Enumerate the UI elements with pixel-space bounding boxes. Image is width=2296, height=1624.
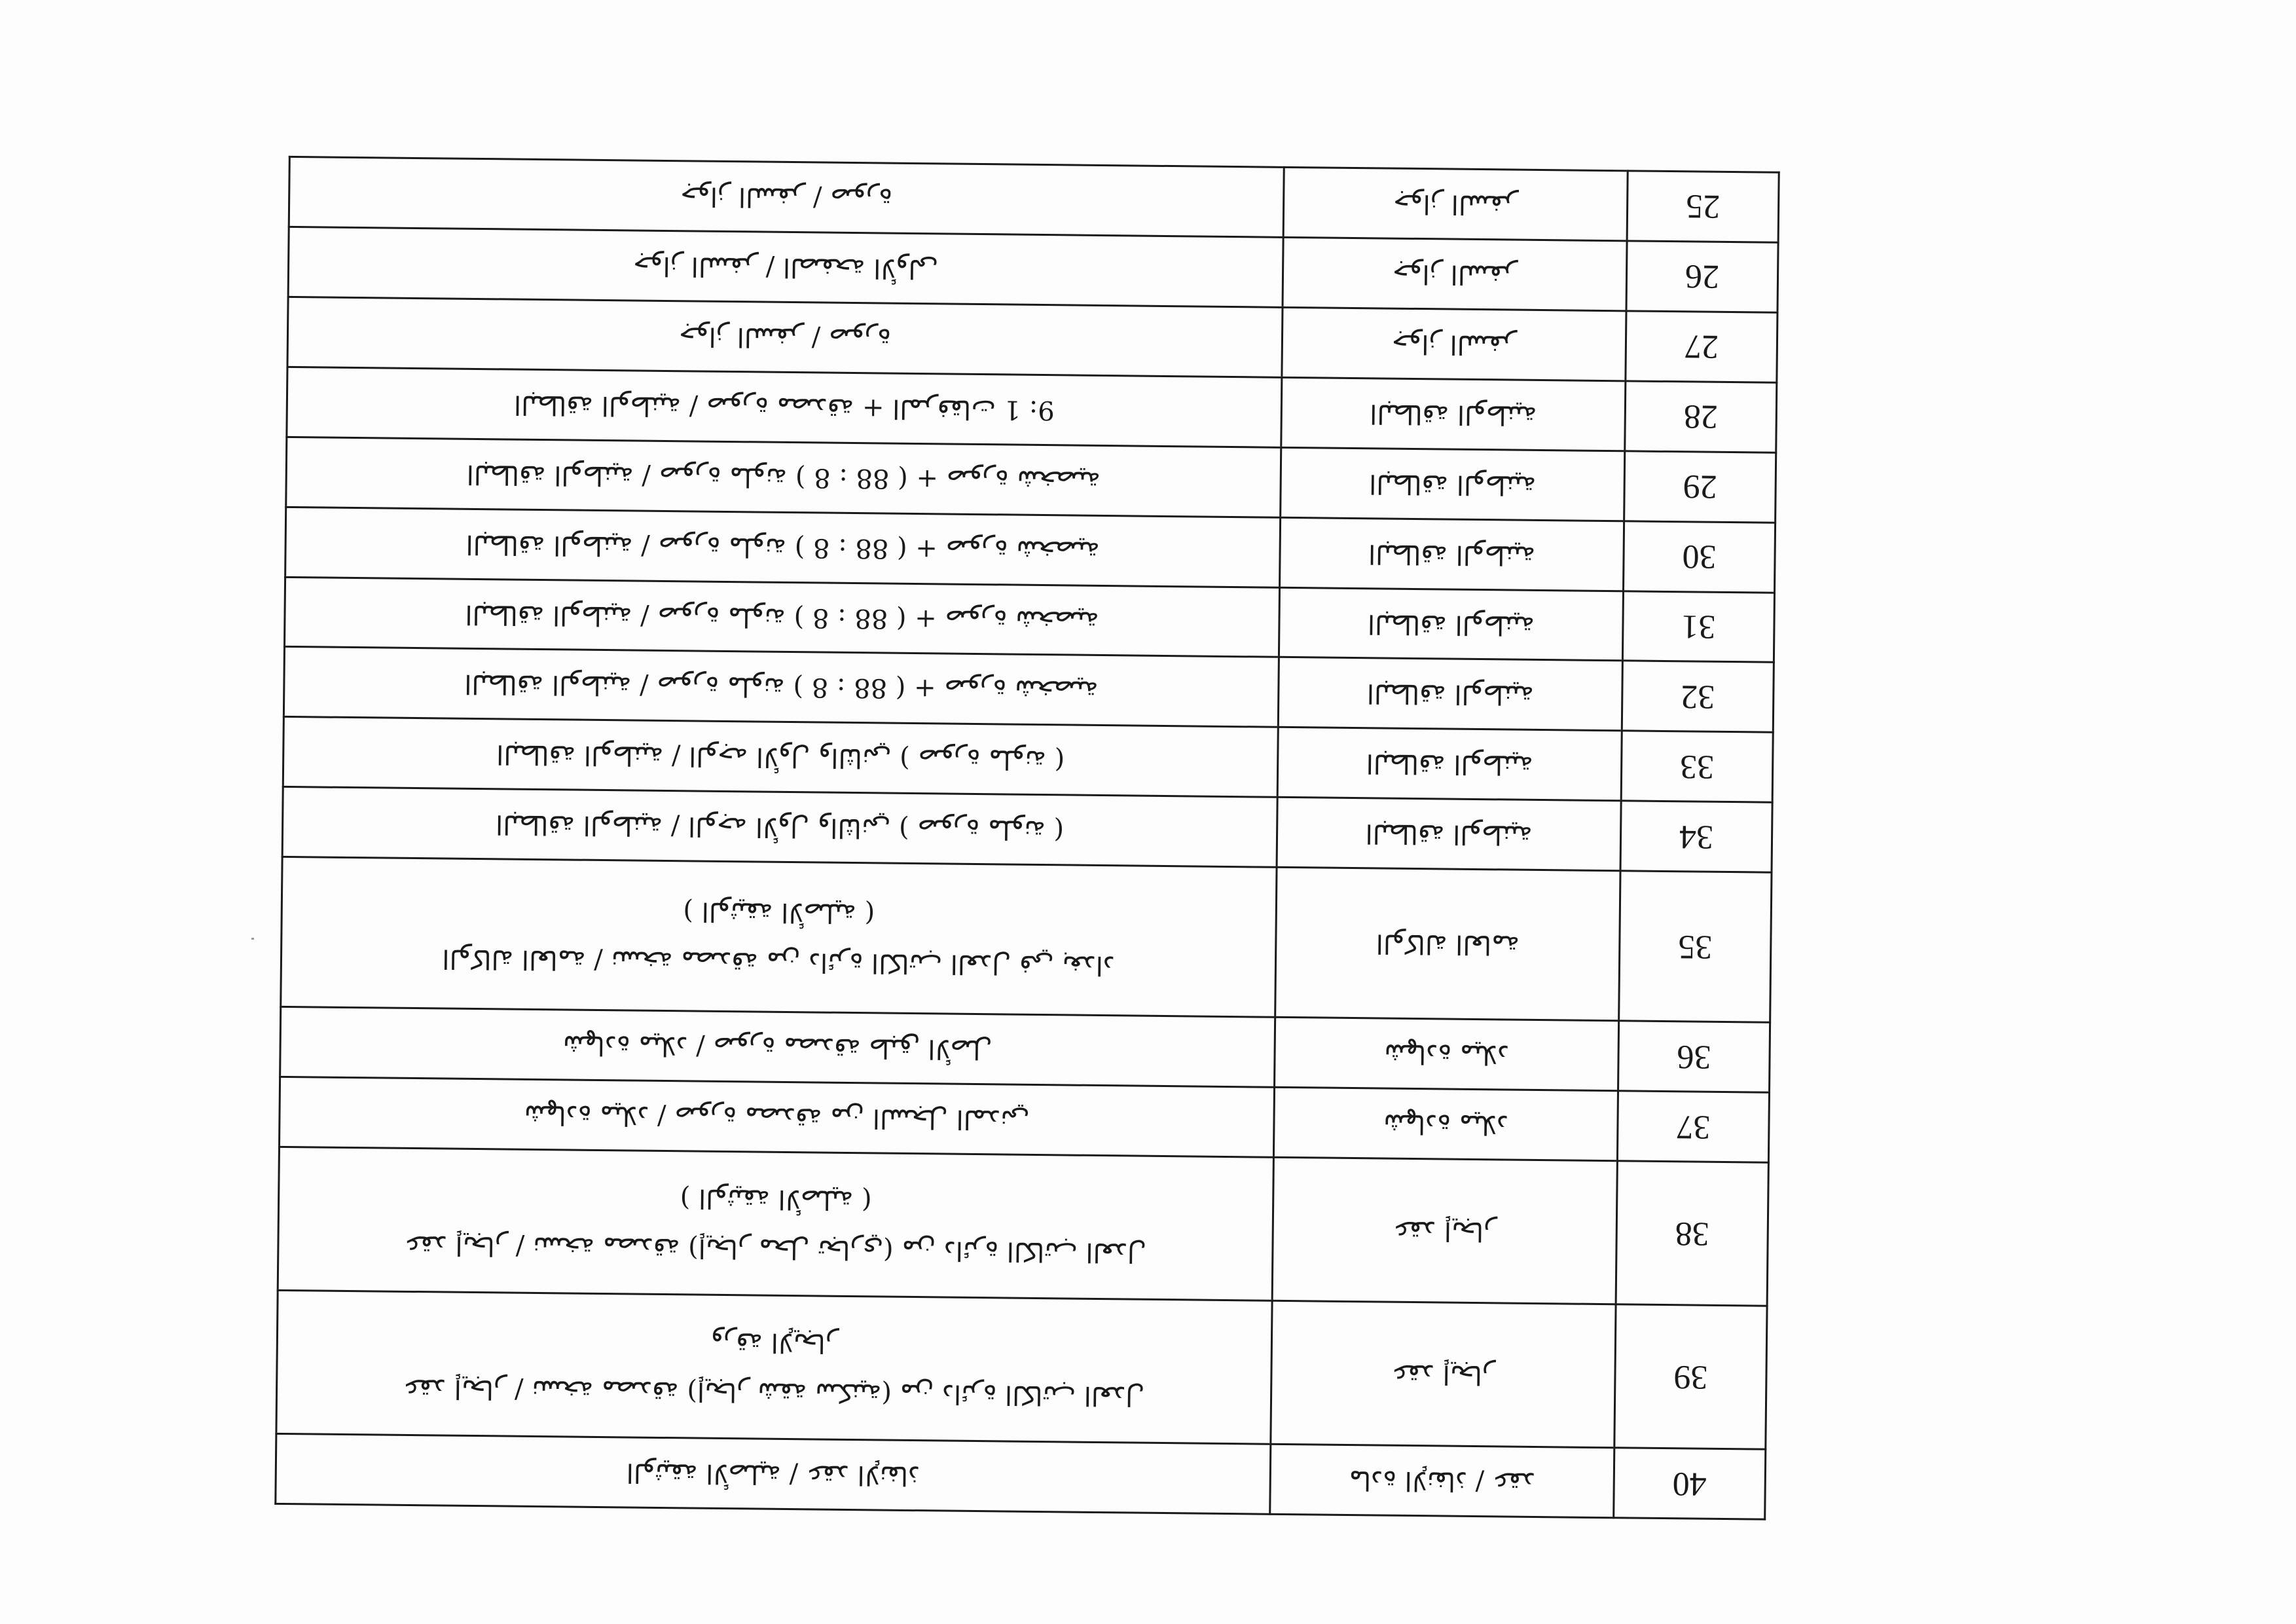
document-type: عقد إيجار [1271, 1301, 1616, 1447]
document-description [287, 367, 1282, 447]
row-number: 38 [1616, 1161, 1768, 1306]
document-table-body [276, 157, 1779, 1519]
row-number: 34 [1620, 801, 1772, 872]
description-line: البطاقة الوطنية / صورة ملونة ( 8 : 88 ) + صورة شخصية [465, 599, 1099, 636]
description-line: شهادة ميلاد / صورة مصدقة من السجل المدني [524, 1099, 1030, 1135]
row-number: 31 [1622, 591, 1774, 662]
description-line: البطاقة الوطنية / صورة مصدقة + المرفقات 1 :9 [513, 389, 1055, 425]
description-line: ( الوثيقة الأصلية ) [683, 896, 875, 929]
document-description [284, 577, 1279, 657]
document-type: عقد إيجار [1272, 1157, 1617, 1304]
row-number: 37 [1617, 1091, 1769, 1162]
row-number: 33 [1621, 731, 1773, 802]
document-description [282, 787, 1277, 868]
document-description [283, 647, 1279, 728]
description-line: الوكالة العامة / نسخة مصدقة من دائرة الكاتب العدل في بغداد [442, 943, 1115, 981]
row-number: 39 [1614, 1304, 1767, 1449]
row-number: 26 [1626, 241, 1778, 312]
description-line: البطاقة الوطنية / صورة ملونة ( 8 : 88 ) + صورة شخصية [464, 669, 1099, 706]
document-type: البطاقة الوطنية [1277, 728, 1622, 801]
row-number: 29 [1624, 451, 1776, 523]
document-type: جواز السفر [1283, 237, 1627, 310]
scan-speck [251, 938, 254, 940]
document-type: شهادة ميلاد [1275, 1018, 1619, 1091]
description-line: عقد إيجار / نسخة مصدقة (إيجار محل تجاري) من دائرة الكاتب العدل [404, 1230, 1147, 1268]
document-description [281, 857, 1277, 1018]
document-table-wrapper [299, 156, 1779, 1520]
document-description [283, 717, 1278, 798]
row-number: 28 [1625, 381, 1777, 452]
document-description [286, 437, 1281, 517]
document-type: البطاقة الوطنية [1278, 657, 1622, 731]
row-number: 25 [1627, 171, 1779, 242]
description-line: البطاقة الوطنية / الوجه الأول والثاني ( صورة ملونة ) [496, 739, 1065, 775]
document-description [287, 297, 1283, 377]
row-number: 27 [1626, 311, 1777, 382]
document-description [279, 1077, 1274, 1158]
document-description [288, 227, 1283, 307]
row-number: 36 [1618, 1021, 1770, 1092]
table-row [278, 1147, 1768, 1306]
document-description [276, 1433, 1271, 1514]
table-row [281, 857, 1772, 1023]
row-number: 30 [1624, 521, 1776, 592]
document-table [274, 156, 1779, 1521]
document-description [280, 1007, 1275, 1088]
description-line: جواز السفر / صورة [680, 181, 893, 213]
document-type: الوكالة العامة [1275, 868, 1620, 1022]
description-line: جواز السفر / الصفحة الأولى [633, 250, 939, 284]
document-type: جواز السفر [1282, 307, 1626, 380]
document-type: شهادة ميلاد [1273, 1088, 1618, 1161]
document-description [285, 507, 1281, 587]
document-type: البطاقة الوطنية [1277, 798, 1621, 871]
document-description [278, 1147, 1273, 1301]
document-description [289, 157, 1284, 237]
document-type: مادة الإنفاذ / عقد [1270, 1444, 1614, 1517]
row-number: 40 [1614, 1448, 1766, 1519]
description-line: البطاقة الوطنية / صورة ملونة ( 8 : 88 ) + صورة شخصية [465, 528, 1100, 566]
description-line: ورقة الإيجار [710, 1326, 839, 1358]
row-number: 35 [1619, 871, 1772, 1023]
document-description [276, 1290, 1272, 1444]
description-line: البطاقة الوطنية / الوجه الأول والثاني ( صورة ملونة ) [495, 809, 1065, 845]
description-line: الوثيقة الأصلية / عقد الإنفاذ [626, 1457, 920, 1491]
table-row [276, 1290, 1767, 1449]
description-line: شهادة ميلاد / صورة مصدقة طبق الأصل [562, 1029, 993, 1065]
document-type: جواز السفر [1283, 167, 1628, 240]
row-number: 32 [1622, 661, 1774, 732]
description-line: ( الوثيقة الأصلية ) [680, 1183, 872, 1215]
document-type: البطاقة الوطنية [1281, 377, 1626, 451]
description-line: البطاقة الوطنية / صورة ملونة ( 8 : 88 ) + صورة شخصية [466, 458, 1101, 496]
document-type: البطاقة الوطنية [1279, 587, 1623, 661]
document-type: البطاقة الوطنية [1280, 517, 1624, 591]
document-type: البطاقة الوطنية [1281, 447, 1625, 521]
description-line: جواز السفر / صورة [678, 321, 892, 354]
description-line: عقد إيجار / نسخة مصدقة (إيجار شقة سكنية) من دائرة الكاتب العدل [403, 1373, 1145, 1411]
